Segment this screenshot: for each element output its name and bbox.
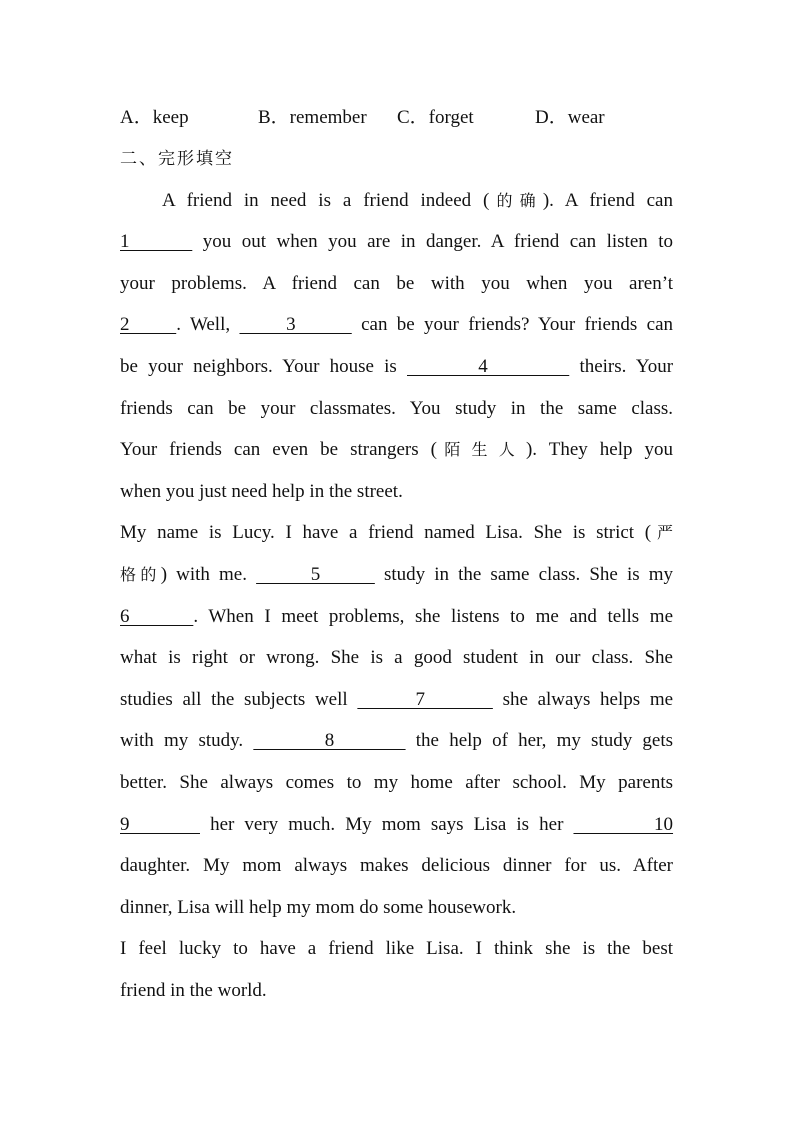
- passage-line: daughter. My mom always makes delicious dinner for us. After: [120, 855, 673, 876]
- option-a: A．keep: [120, 107, 189, 128]
- passage-line: I feel lucky to have a friend like Lisa. I think she is the best: [120, 938, 673, 959]
- passage-line: Your friends can even be strangers (陌生人). They help you: [120, 439, 673, 460]
- passage-line: better. She always comes to my home after school. My parents: [120, 772, 673, 793]
- blank-3[interactable]: 3: [239, 314, 352, 335]
- option-c: C．forget: [397, 107, 474, 128]
- passage-line: A friend in need is a friend indeed (的确). A friend can: [162, 190, 673, 211]
- blank-8[interactable]: 8: [253, 730, 406, 751]
- passage-line: with my study. 8 the help of her, my study gets: [120, 730, 674, 751]
- passage-line: 格的) with me. 5 study in the same class. She is my: [120, 564, 674, 585]
- chinese-gloss: 格的: [120, 565, 161, 584]
- section-title: 二、完形填空: [120, 149, 234, 169]
- passage-line: 2 . Well, 3 can be your friends? Your friends can: [120, 314, 674, 335]
- passage-line: what is right or wrong. She is a good student in our class. She: [120, 647, 673, 668]
- passage-line: when you just need help in the street.: [120, 481, 403, 502]
- passage-line: 6 . When I meet problems, she listens to me and tells me: [120, 606, 674, 627]
- blank-4[interactable]: 4: [407, 356, 570, 377]
- blank-7[interactable]: 7: [357, 689, 493, 710]
- passage-line: My name is Lucy. I have a friend named Lisa. She is strict (严: [120, 522, 673, 543]
- blank-6[interactable]: 6: [120, 606, 194, 627]
- passage-line: friend in the world.: [120, 980, 267, 1001]
- chinese-gloss: 严: [651, 523, 673, 542]
- blank-2[interactable]: 2: [120, 314, 177, 335]
- passage-line: friends can be your classmates. You study in the same class.: [120, 398, 673, 419]
- blank-1[interactable]: 1: [120, 231, 193, 252]
- passage-line: dinner, Lisa will help my mom do some housework.: [120, 897, 517, 918]
- blank-10[interactable]: 10: [573, 814, 674, 835]
- option-b: B．remember: [258, 107, 367, 128]
- passage-line: studies all the subjects well 7 she always helps me: [120, 689, 674, 710]
- passage-line: 1 you out when you are in danger. A friend can listen to: [120, 231, 673, 252]
- option-d: D．wear: [535, 107, 605, 128]
- blank-9[interactable]: 9: [120, 814, 200, 835]
- chinese-gloss: 陌生人: [436, 440, 526, 459]
- passage-line: your problems. A friend can be with you when you aren’t: [120, 273, 673, 294]
- blank-5[interactable]: 5: [256, 564, 375, 585]
- passage-line: 9 her very much. My mom says Lisa is her 10: [120, 814, 674, 835]
- chinese-gloss: 的确: [489, 191, 543, 210]
- passage-line: be your neighbors. Your house is 4 theirs. Your: [120, 356, 674, 377]
